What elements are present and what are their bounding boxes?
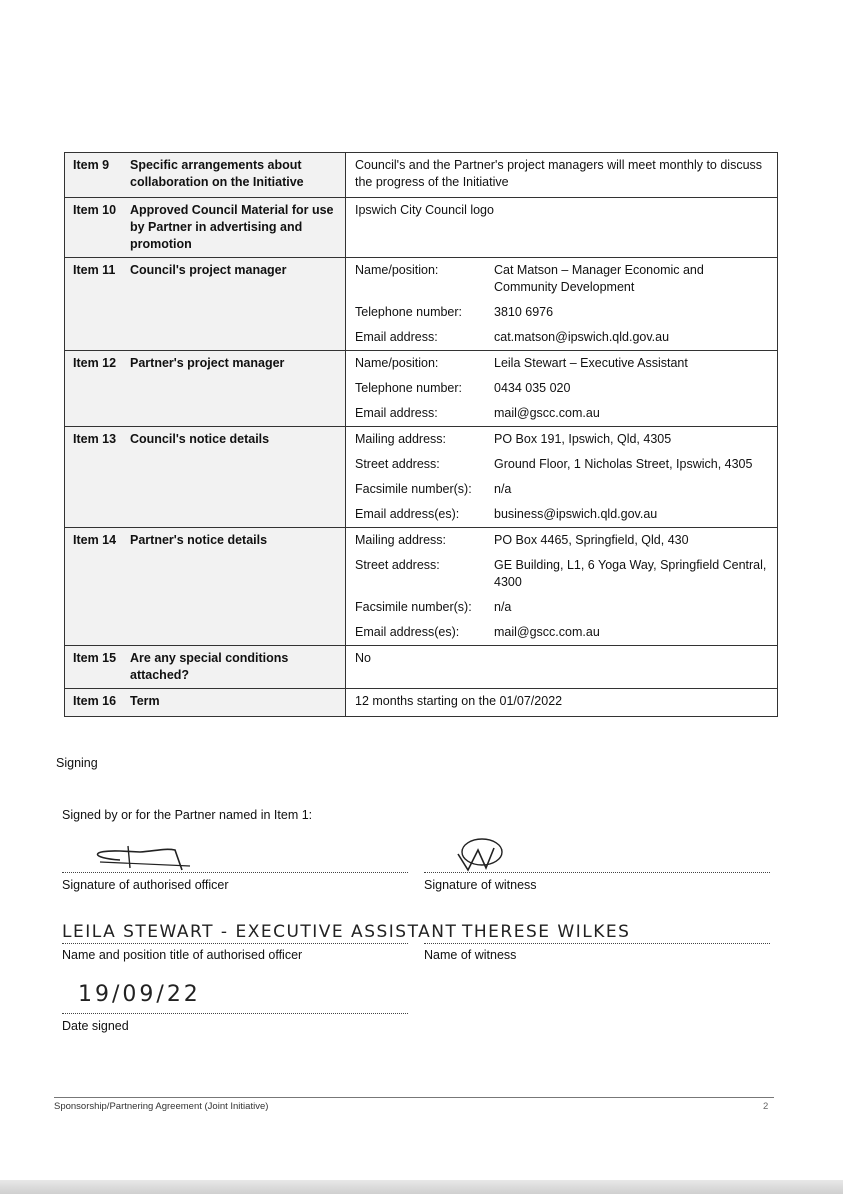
field-value: GE Building, L1, 6 Yoga Way, Springfield Central, 4300 — [494, 558, 767, 589]
items-table — [64, 152, 778, 717]
field-value: 3810 6976 — [494, 305, 554, 319]
item-number: Item 15 — [73, 651, 117, 665]
item-title: Approved Council Material for use by Partner in advertising and promotion — [130, 203, 334, 251]
item-number: Item 13 — [73, 432, 117, 446]
item-title: Term — [130, 694, 160, 708]
table-row — [65, 528, 778, 646]
date-line — [62, 1013, 408, 1014]
field-value: mail@gscc.com.au — [494, 625, 600, 639]
item-number: Item 11 — [73, 263, 116, 277]
date-label: Date signed — [62, 1019, 129, 1033]
item-title: Specific arrangements about collaboration on the Initiative — [130, 158, 304, 189]
item-number: Item 16 — [73, 694, 117, 708]
officer-name-label: Name and position title of authorised officer — [62, 948, 303, 962]
field-label: Email address(es): — [355, 507, 460, 521]
field-label: Email address: — [355, 406, 438, 420]
field-value: business@ipswich.qld.gov.au — [494, 507, 658, 521]
table-row — [65, 351, 778, 427]
field-row — [346, 351, 777, 376]
field-label: Telephone number: — [355, 381, 463, 395]
table-row — [65, 198, 778, 258]
field-value: PO Box 191, Ipswich, Qld, 4305 — [494, 432, 672, 446]
field-row — [346, 620, 777, 645]
footer-rule — [54, 1097, 774, 1098]
signing-intro: Signed by or for the Partner named in Item 1: — [62, 808, 313, 822]
item-number: Item 12 — [73, 356, 117, 370]
field-label: Facsimile number(s): — [355, 482, 472, 496]
field-label: Mailing address: — [355, 533, 447, 547]
field-label: Street address: — [355, 457, 440, 471]
field-label: Mailing address: — [355, 432, 447, 446]
field-row — [346, 401, 777, 426]
field-row — [346, 325, 777, 350]
item-number: Item 14 — [73, 533, 117, 547]
field-value: cat.matson@ipswich.qld.gov.au — [494, 330, 670, 344]
page-number: 2 — [763, 1101, 769, 1112]
field-value: PO Box 4465, Springfield, Qld, 430 — [494, 533, 689, 547]
witness-name-line — [424, 943, 770, 944]
field-row — [346, 553, 777, 595]
field-value: Leila Stewart – Executive Assistant — [494, 356, 688, 370]
table-row — [65, 689, 778, 717]
field-row — [346, 528, 777, 553]
item-value: Ipswich City Council logo — [355, 203, 494, 217]
field-row — [346, 595, 777, 620]
field-value: n/a — [494, 482, 512, 496]
scan-edge — [0, 1180, 843, 1194]
field-row — [346, 452, 777, 477]
field-value: n/a — [494, 600, 512, 614]
field-row — [346, 477, 777, 502]
table-row — [65, 153, 778, 198]
table-row — [65, 258, 778, 351]
field-row — [346, 300, 777, 325]
field-label: Name/position: — [355, 263, 439, 277]
item-title: Partner's notice details — [130, 533, 268, 547]
field-label: Email address: — [355, 330, 438, 344]
witness-signature-graphic — [450, 836, 510, 874]
item-value: Council's and the Partner's project managers will meet monthly to discuss the progress of the Initiative — [355, 158, 763, 189]
witness-signature-label: Signature of witness — [424, 878, 537, 892]
item-number: Item 10 — [73, 203, 117, 217]
witness-name-handwritten: THERESE WILKES — [462, 922, 631, 942]
field-label: Facsimile number(s): — [355, 600, 472, 614]
field-label: Email address(es): — [355, 625, 460, 639]
item-value: No — [355, 651, 371, 665]
item-value: 12 months starting on the 01/07/2022 — [355, 694, 563, 708]
footer-title: Sponsorship/Partnering Agreement (Joint Initiative) — [54, 1101, 269, 1112]
item-number: Item 9 — [73, 158, 110, 172]
officer-signature-line — [62, 872, 408, 873]
field-row — [346, 502, 777, 527]
table-row — [65, 427, 778, 528]
table-row — [65, 646, 778, 689]
field-label: Street address: — [355, 558, 440, 572]
field-row — [346, 376, 777, 401]
officer-signature-graphic — [80, 842, 200, 872]
witness-signature-line — [424, 872, 770, 873]
field-label: Name/position: — [355, 356, 439, 370]
field-row — [346, 427, 777, 452]
item-title: Partner's project manager — [130, 356, 285, 370]
field-value: 0434 035 020 — [494, 381, 571, 395]
field-row — [346, 258, 777, 300]
item-title: Council's notice details — [130, 432, 270, 446]
officer-name-handwritten: LEILA STEWART - EXECUTIVE ASSISTANT — [62, 922, 458, 942]
officer-signature-label: Signature of authorised officer — [62, 878, 229, 892]
field-value: Ground Floor, 1 Nicholas Street, Ipswich, 4305 — [494, 457, 753, 471]
witness-name-label: Name of witness — [424, 948, 517, 962]
signing-heading: Signing — [56, 756, 98, 770]
field-value: Cat Matson – Manager Economic and Community Development — [494, 263, 704, 294]
field-value: mail@gscc.com.au — [494, 406, 600, 420]
item-title: Are any special conditions attached? — [130, 651, 289, 682]
date-handwritten: 19/09/22 — [78, 982, 201, 1007]
item-title: Council's project manager — [130, 263, 287, 277]
field-label: Telephone number: — [355, 305, 463, 319]
officer-name-line — [62, 943, 408, 944]
